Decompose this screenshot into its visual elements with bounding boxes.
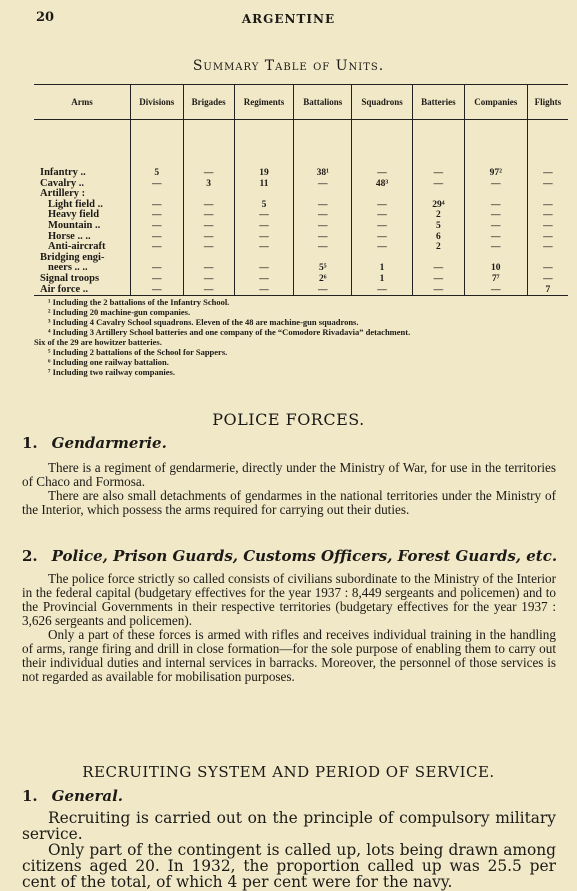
companies-cell: — <box>491 242 501 253</box>
arm-label: Horse .. .. <box>48 230 91 242</box>
section-number: 1. <box>22 434 38 452</box>
divisions-cell <box>131 189 183 200</box>
companies-cell <box>465 253 527 264</box>
section-heading-police <box>22 547 557 565</box>
divisions-column <box>131 120 184 296</box>
companies-cell: — <box>491 178 501 189</box>
divisions-cell: — <box>152 220 162 231</box>
arm-label: Infantry .. <box>40 167 86 178</box>
section-heading-gendarmerie <box>22 434 167 452</box>
footnote: ³ Including 4 Cavalry School squadrons. Eleven of the 48 are machine-gun squadrons. <box>48 317 359 327</box>
flights-column <box>527 120 568 296</box>
section-heading-general <box>22 787 123 805</box>
regiments-cell: — <box>259 220 269 231</box>
col-header-arms: Arms <box>34 85 131 120</box>
arms-column <box>34 120 131 296</box>
summary-table <box>34 84 568 296</box>
regiments-cell: — <box>259 210 269 221</box>
divisions-cell: 5 <box>154 168 160 178</box>
table-footnotes <box>34 297 568 377</box>
footnote: Six of the 29 are howitzer batteries. <box>34 337 162 347</box>
squadrons-cell: 48³ <box>375 178 389 189</box>
flights-cell: — <box>543 199 553 210</box>
col-header-regiments: Regiments <box>234 85 294 120</box>
squadrons-cell: — <box>377 168 387 178</box>
arm-label: Bridging engi- <box>40 251 105 263</box>
squadrons-cell: — <box>377 231 387 242</box>
batteries-cell: 29⁴ <box>432 199 445 210</box>
flights-cell: — <box>543 168 553 178</box>
col-header-companies: Companies <box>464 85 527 120</box>
paragraph: There are also small detachments of gendarmes in the national territories under the Ministry of the Interior, which possess the arms required for carrying out their duties. <box>22 488 556 517</box>
paragraph: There is a regiment of gendarmerie, directly under the Ministry of War, for use in the territories of Chaco and Formosa. <box>22 460 556 489</box>
squadrons-cell: 1 <box>379 263 385 274</box>
brigades-cell: — <box>203 263 214 274</box>
table-body-row <box>34 120 568 296</box>
recruiting-heading: RECRUITING SYSTEM AND PERIOD OF SERVICE. <box>82 763 495 781</box>
regiments-cell: 5 <box>261 199 267 210</box>
batteries-cell: — <box>433 263 444 274</box>
footnote: ¹ Including the 2 battalions of the Infantry School. <box>48 297 230 307</box>
section-number: 2. <box>22 547 38 565</box>
battalions-cell: 5⁵ <box>318 263 327 274</box>
squadrons-cell <box>352 253 412 264</box>
table-bottom-rule <box>34 295 568 296</box>
divisions-cell: — <box>152 178 162 189</box>
regiments-cell: — <box>259 263 269 274</box>
flights-cell: — <box>543 178 553 189</box>
col-header-brigades: Brigades <box>183 85 234 120</box>
brigades-cell: — <box>203 199 214 210</box>
brigades-cell: — <box>203 284 214 295</box>
batteries-cell: 2 <box>435 242 441 253</box>
footnote: ² Including 20 machine-gun companies. <box>48 307 191 317</box>
paragraph: The police force strictly so called consists of civilians subordinate to the Ministry of the Interior in the federal capital (budgetary effectives for the year 1937 : 8,449 sergeants and policemen) and to the Provincial Governments in their respective territories (budgetary effectives for the year 1937 : 3,626 sergeants and policemen). <box>22 571 556 628</box>
flights-cell: — <box>543 220 553 231</box>
flights-cell <box>528 253 568 264</box>
arm-label: Heavy field <box>48 209 100 221</box>
battalions-cell: 2⁶ <box>318 273 327 284</box>
batteries-cell <box>413 253 464 264</box>
companies-cell: 10 <box>491 263 501 274</box>
squadrons-cell: — <box>377 284 387 295</box>
brigades-cell: — <box>203 273 214 284</box>
footnote: ⁶ Including one railway battalion. <box>48 357 169 367</box>
companies-cell: 7⁷ <box>491 273 500 284</box>
battalions-cell: — <box>318 242 328 253</box>
table-header-row <box>34 85 568 120</box>
battalions-cell: — <box>318 199 328 210</box>
divisions-cell: — <box>152 231 162 242</box>
batteries-cell: — <box>433 178 444 189</box>
col-header-flights: Flights <box>527 85 568 120</box>
col-header-squadrons: Squadrons <box>352 85 413 120</box>
brigades-column <box>183 120 234 296</box>
companies-cell: 97² <box>489 168 502 178</box>
brigades-cell: — <box>203 168 214 178</box>
brigades-cell: — <box>203 220 214 231</box>
section-title: Gendarmerie. <box>51 434 167 452</box>
battalions-cell: — <box>318 178 328 189</box>
recruiting-text <box>22 810 556 890</box>
paragraph: Only a part of these forces is armed with rifles and receives individual training in the handling of arms, range firing and drill in close formation—for the sole purpose of enabling them to carry out their individual duties and internal services in barracks. Moreover, the personnel of those services is not regarded as available for mobilisation purposes. <box>22 627 556 684</box>
brigades-cell: — <box>203 231 214 242</box>
arm-label: Light field .. <box>48 198 103 210</box>
flights-cell: 7 <box>545 284 551 295</box>
batteries-cell: — <box>433 273 444 284</box>
arm-label: Anti-aircraft <box>48 241 106 253</box>
batteries-cell: — <box>433 168 444 178</box>
regiments-cell: 11 <box>259 178 269 189</box>
brigades-cell: 3 <box>206 178 211 189</box>
batteries-cell: — <box>433 284 444 295</box>
arm-label: Cavalry .. <box>40 177 85 189</box>
batteries-cell: 2 <box>435 210 441 221</box>
battalions-cell <box>294 253 351 264</box>
batteries-cell: 6 <box>435 231 441 242</box>
police-forces-heading: POLICE FORCES. <box>212 410 365 429</box>
companies-cell: — <box>491 210 501 221</box>
battalions-cell: — <box>318 284 328 295</box>
flights-cell: — <box>543 231 553 242</box>
gendarmerie-text <box>22 461 556 517</box>
companies-cell: — <box>491 231 501 242</box>
batteries-cell: 5 <box>435 220 441 231</box>
battalions-column <box>294 120 352 296</box>
brigades-cell: — <box>203 210 214 221</box>
regiments-cell: — <box>259 284 269 295</box>
flights-cell <box>528 189 568 200</box>
footnote: ⁴ Including 3 Artillery School batteries and one company of the “Comodore Rivadavia” detachment. <box>48 327 411 337</box>
divisions-cell: — <box>152 242 162 253</box>
regiments-cell: — <box>259 231 269 242</box>
arm-label: Signal troops <box>40 272 100 284</box>
arm-label: Artillery : <box>40 188 86 200</box>
police-text <box>22 572 556 684</box>
arm-label: neers .. .. <box>48 262 88 274</box>
section-number: 1. <box>22 787 38 805</box>
section-title: General. <box>51 787 124 805</box>
divisions-cell: — <box>152 284 162 295</box>
table-title: Summary Table of Units. <box>192 58 385 74</box>
companies-cell: — <box>491 199 501 210</box>
squadrons-column <box>352 120 413 296</box>
battalions-cell: — <box>318 210 328 221</box>
batteries-cell <box>413 189 464 200</box>
section-title: Police, Prison Guards, Customs Officers, Forest Guards, etc. <box>51 547 558 565</box>
arm-label: Air force .. <box>40 283 89 295</box>
squadrons-cell: — <box>377 220 387 231</box>
regiments-cell: — <box>259 242 269 253</box>
col-header-batteries: Batteries <box>412 85 464 120</box>
footnote: ⁷ Including two railway companies. <box>48 367 175 377</box>
battalions-cell: — <box>318 220 328 231</box>
brigades-cell <box>184 253 234 264</box>
page-number: 20 <box>36 10 55 25</box>
battalions-cell: 38¹ <box>316 168 329 178</box>
squadrons-cell <box>352 189 412 200</box>
page-header <box>0 10 577 30</box>
battalions-cell: — <box>318 231 328 242</box>
companies-cell: — <box>491 220 501 231</box>
col-header-battalions: Battalions <box>294 85 352 120</box>
paragraph: Only part of the contingent is called up, lots being drawn among citizens aged 20. In 1932, the proportion called up was 25.5 per cent of the total, of which 4 per cent were for the navy. <box>22 841 556 891</box>
flights-cell: — <box>543 273 553 284</box>
regiments-cell <box>235 253 294 264</box>
divisions-cell: — <box>152 210 162 221</box>
squadrons-cell: — <box>377 242 387 253</box>
brigades-cell: — <box>203 242 214 253</box>
running-head: ARGENTINE <box>241 12 336 26</box>
flights-cell: — <box>543 210 553 221</box>
paragraph: Recruiting is carried out on the principle of compulsory military service. <box>22 809 556 843</box>
squadrons-cell: — <box>377 199 387 210</box>
divisions-cell <box>131 253 183 264</box>
companies-cell: — <box>491 284 501 295</box>
flights-cell: — <box>543 263 553 274</box>
companies-column <box>464 120 527 296</box>
squadrons-cell: 1 <box>379 273 385 284</box>
battalions-cell <box>294 189 351 200</box>
arm-label: Mountain .. <box>48 219 101 231</box>
regiments-column <box>234 120 294 296</box>
divisions-cell: — <box>152 273 162 284</box>
regiments-cell <box>235 189 294 200</box>
batteries-column <box>412 120 464 296</box>
footnote: ⁵ Including 2 battalions of the School for Sappers. <box>48 347 228 357</box>
regiments-cell: — <box>259 273 269 284</box>
regiments-cell: 19 <box>259 168 269 178</box>
divisions-cell: — <box>152 263 162 274</box>
brigades-cell <box>184 189 234 200</box>
squadrons-cell: — <box>377 210 387 221</box>
companies-cell <box>465 189 527 200</box>
col-header-divisions: Divisions <box>131 85 184 120</box>
divisions-cell: — <box>152 199 162 210</box>
flights-cell: — <box>543 242 553 253</box>
